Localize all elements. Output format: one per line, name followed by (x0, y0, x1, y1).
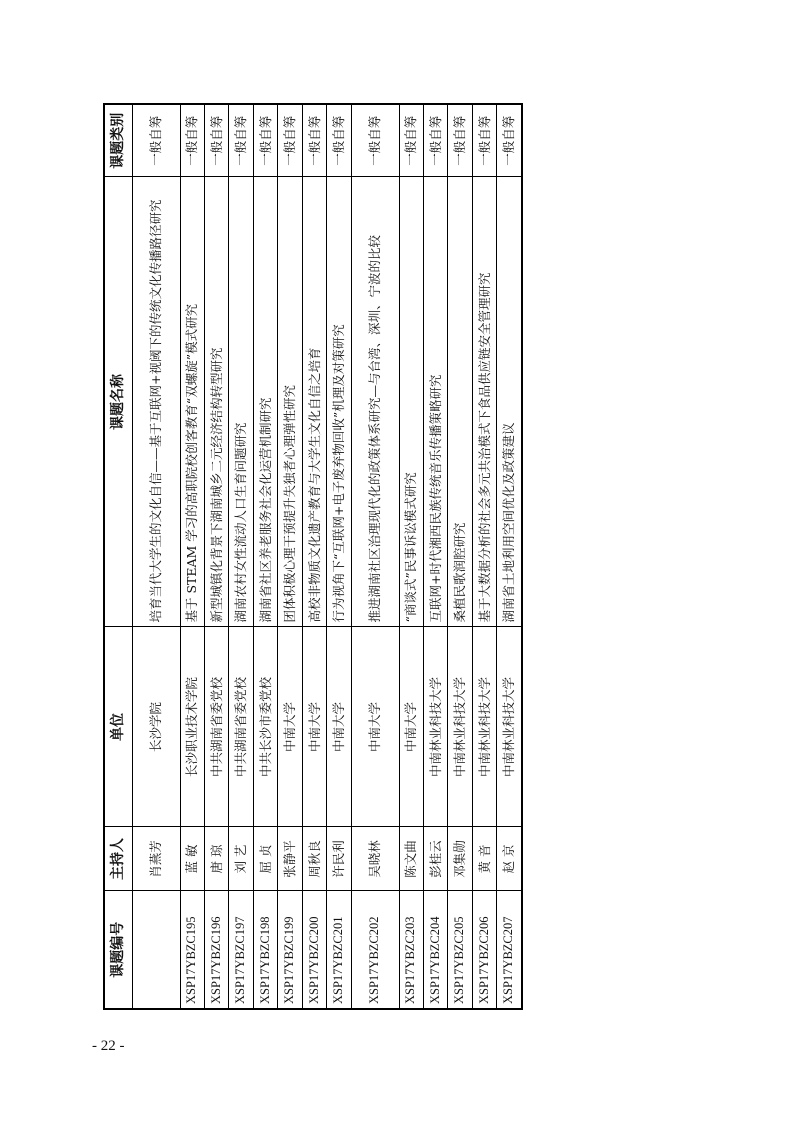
cell-title: 行为视角下“互联网+电子废弃物回收”机理及对策研究 (327, 177, 351, 627)
cell-code: XSP17YBZC195 (180, 891, 204, 1009)
table-row (132, 104, 180, 1009)
header-category: 课题类别 (104, 104, 132, 177)
project-table-container (103, 105, 523, 1010)
cell-unit: 中南林业科技大学 (424, 627, 448, 827)
cell-code: XSP17YBZC200 (302, 891, 326, 1009)
cell-category: 一般自筹 (472, 104, 496, 177)
cell-title: 高校非物质文化遗产教育与大学生文化自信之培育 (302, 177, 326, 627)
cell-host: 黄 音 (472, 827, 496, 891)
cell-title: 湖南省社区养老服务社会化运营机制研究 (253, 177, 277, 627)
table-row (253, 104, 277, 1009)
cell-host: 刘 艺 (229, 827, 253, 891)
cell-code: XSP17YBZC198 (253, 891, 277, 1009)
cell-host: 邓集勋 (448, 827, 472, 891)
cell-code: XSP17YBZC206 (472, 891, 496, 1009)
cell-host: 许民利 (327, 827, 351, 891)
cell-title: 培育当代大学生的文化自信——基于互联网+视阈下的传统文化传播路径研究 (132, 177, 180, 627)
table-row (399, 104, 423, 1009)
cell-category: 一般自筹 (204, 104, 228, 177)
table-row (351, 104, 399, 1009)
cell-code: XSP17YBZC204 (424, 891, 448, 1009)
table-row (327, 104, 351, 1009)
table-row (229, 104, 253, 1009)
table-row (472, 104, 496, 1009)
cell-code: XSP17YBZC203 (399, 891, 423, 1009)
project-table (103, 103, 523, 1010)
cell-unit: 中南大学 (302, 627, 326, 827)
cell-unit: 中南林业科技大学 (472, 627, 496, 827)
cell-category: 一般自筹 (327, 104, 351, 177)
cell-title: 基于大数据分析的社会多元共治模式下食品供应链安全管理研究 (472, 177, 496, 627)
cell-unit: 中共湖南省委党校 (229, 627, 253, 827)
table-header-row (104, 104, 132, 1009)
cell-host: 陈文曲 (399, 827, 423, 891)
cell-category: 一般自筹 (302, 104, 326, 177)
cell-host: 肖燕芳 (132, 827, 180, 891)
cell-title: 湖南农村女性流动人口生育问题研究 (229, 177, 253, 627)
cell-code: XSP17YBZC201 (327, 891, 351, 1009)
cell-host: 张静平 (278, 827, 302, 891)
cell-unit: 中南大学 (351, 627, 399, 827)
cell-category: 一般自筹 (424, 104, 448, 177)
table-row (497, 104, 522, 1009)
header-unit: 单位 (104, 627, 132, 827)
cell-unit: 长沙学院 (132, 627, 180, 827)
cell-category: 一般自筹 (399, 104, 423, 177)
table-row (278, 104, 302, 1009)
cell-category: 一般自筹 (497, 104, 522, 177)
cell-code: XSP17YBZC207 (497, 891, 522, 1009)
cell-code: XSP17YBZC202 (351, 891, 399, 1009)
cell-code: XSP17YBZC205 (448, 891, 472, 1009)
cell-code (132, 891, 180, 1009)
cell-unit: 中共长沙市委党校 (253, 627, 277, 827)
header-code: 课题编号 (104, 891, 132, 1009)
table-row (180, 104, 204, 1009)
cell-unit: 中南大学 (327, 627, 351, 827)
cell-code: XSP17YBZC196 (204, 891, 228, 1009)
cell-category: 一般自筹 (351, 104, 399, 177)
cell-title: 推进湖南社区治理现代化的政策体系研究—与台湾、深圳、宁波的比较 (351, 177, 399, 627)
cell-host: 吴晓林 (351, 827, 399, 891)
cell-category: 一般自筹 (132, 104, 180, 177)
cell-category: 一般自筹 (253, 104, 277, 177)
table-row (302, 104, 326, 1009)
cell-unit: 中南大学 (278, 627, 302, 827)
header-host: 主持人 (104, 827, 132, 891)
cell-code: XSP17YBZC197 (229, 891, 253, 1009)
table-row (424, 104, 448, 1009)
cell-title: 新型城镇化背景下湖南城乡二元经济结构转型研究 (204, 177, 228, 627)
cell-unit: 中南大学 (399, 627, 423, 827)
cell-host: 周秋良 (302, 827, 326, 891)
cell-host: 唐 琼 (204, 827, 228, 891)
cell-title: 湖南省土地利用空间优化及政策建议 (497, 177, 522, 627)
cell-host: 屈 贞 (253, 827, 277, 891)
page-number: - 22 - (92, 1038, 125, 1054)
cell-title: 基于 STEAM 学习的高职院校创客教育“双螺旋”模式研究 (180, 177, 204, 627)
cell-title: “商谈式”民事诉讼模式研究 (399, 177, 423, 627)
cell-unit: 中共湖南省委党校 (204, 627, 228, 827)
cell-host: 蓝 敏 (180, 827, 204, 891)
cell-category: 一般自筹 (229, 104, 253, 177)
cell-title: 团体积极心理干预提升失独者心理弹性研究 (278, 177, 302, 627)
cell-host: 赵 京 (497, 827, 522, 891)
cell-category: 一般自筹 (448, 104, 472, 177)
cell-unit: 中南林业科技大学 (448, 627, 472, 827)
header-title: 课题名称 (104, 177, 132, 627)
cell-code: XSP17YBZC199 (278, 891, 302, 1009)
cell-unit: 长沙职业技术学院 (180, 627, 204, 827)
table-row (448, 104, 472, 1009)
cell-title: 互联网+时代湘西民族传统音乐传播策略研究 (424, 177, 448, 627)
cell-host: 彭桂云 (424, 827, 448, 891)
cell-title: 桑植民歌润腔研究 (448, 177, 472, 627)
cell-category: 一般自筹 (180, 104, 204, 177)
cell-unit: 中南林业科技大学 (497, 627, 522, 827)
cell-category: 一般自筹 (278, 104, 302, 177)
table-row (204, 104, 228, 1009)
